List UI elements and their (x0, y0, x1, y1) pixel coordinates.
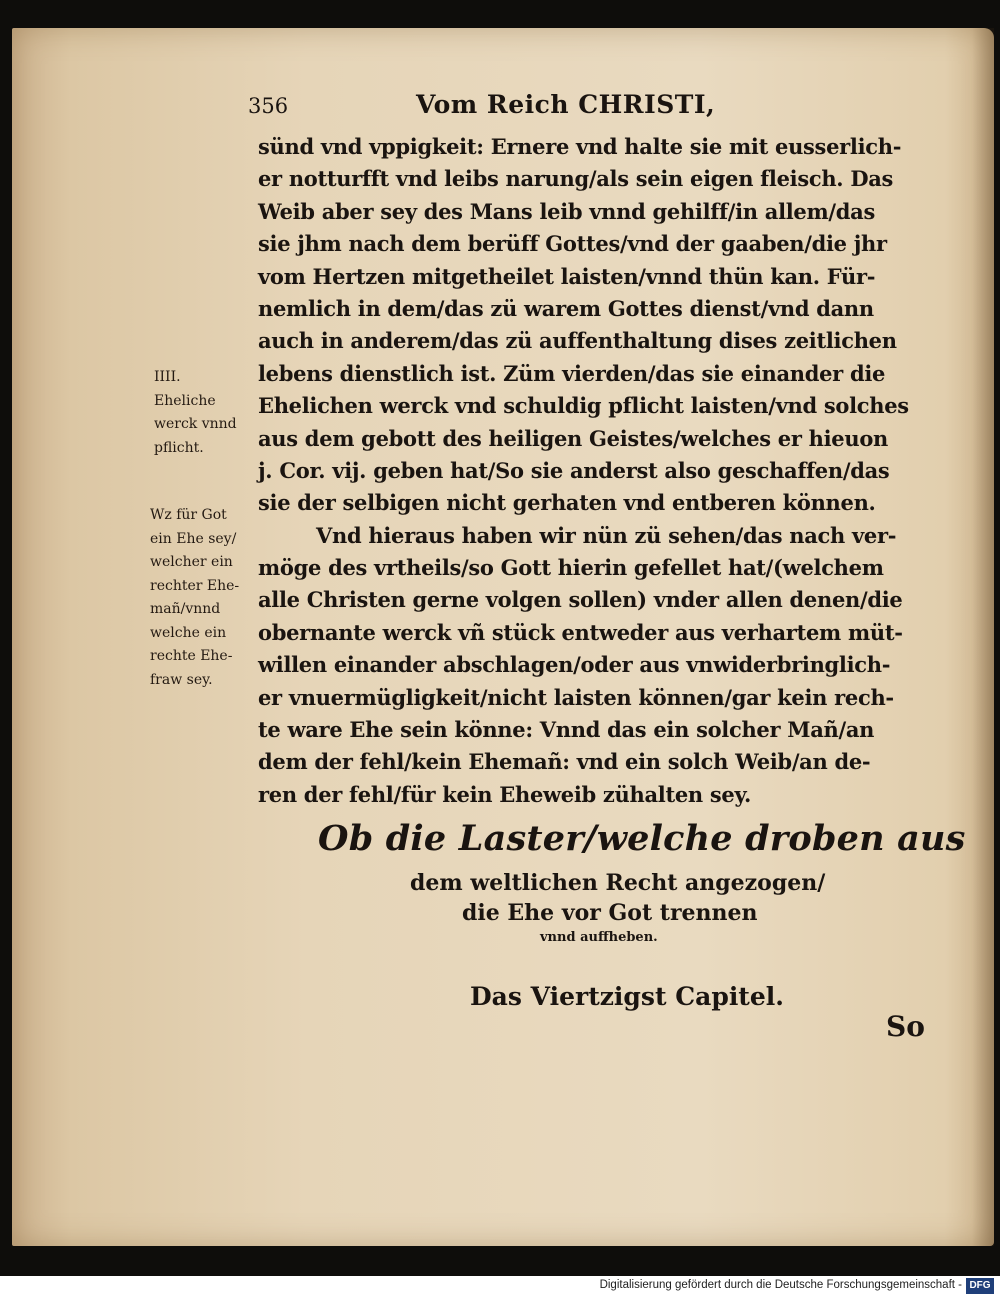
body-text (258, 131, 928, 811)
marginal-line: werck vnnd (154, 416, 237, 432)
body-line: er notturfft vnd leibs narung/als sein eigen fleisch. Das (258, 166, 894, 192)
body-line: er vnuermügligkeit/nicht laisten können/gar kein rech- (258, 684, 894, 710)
body-line: nemlich in dem/das zü warem Gottes dienst/vnd dann (258, 295, 874, 321)
body-line: te ware Ehe sein könne: Vnnd das ein solcher Mañ/an (258, 717, 875, 743)
body-line: Weib aber sey des Mans leib vnnd gehilff/in allem/das (258, 198, 875, 224)
running-head (248, 90, 768, 124)
marginal-line: rechte Ehe- (150, 648, 233, 664)
chapter-subheading: dem weltlichen Recht angezogen/ (410, 870, 826, 896)
running-title: Vom Reich CHRISTI, (416, 90, 716, 119)
body-line: Ehelichen werck vnd schuldig pflicht laisten/vnd solches (258, 393, 909, 419)
marginal-line: ein Ehe sey/ (150, 530, 237, 547)
marginal-line: Eheliche (154, 392, 216, 409)
marginal-line: welcher ein (150, 554, 233, 570)
footer (0, 1276, 1000, 1298)
marginal-note (150, 504, 239, 692)
chapter-label: Das Viertzigst Capitel. (470, 982, 784, 1011)
marginal-note (154, 366, 237, 460)
page-edge-shadow (972, 28, 994, 1246)
body-line: aus dem gebott des heiligen Geistes/welches er hieuon (258, 425, 888, 451)
body-line: ren der fehl/für kein Eheweib zühalten sey. (258, 781, 751, 807)
chapter-heading: Ob die Laster/welche droben aus (318, 818, 966, 859)
body-line: j. Cor. vij. geben hat/So sie anderst also geschaffen/das (258, 457, 890, 483)
body-line: sie der selbigen nicht gerhaten vnd entberen können. (258, 490, 876, 516)
body-line: alle Christen gerne volgen sollen) vnder allen denen/die (258, 587, 903, 613)
marginal-line: fraw sey. (150, 671, 213, 688)
marginal-line: IIII. (154, 369, 181, 385)
body-line: willen einander abschlagen/oder aus vnwiderbringlich- (258, 652, 891, 678)
body-line: obernante werck vñ stück entweder aus verhartem müt- (258, 619, 903, 645)
catchword: So (886, 1010, 925, 1043)
body-line: Vnd hieraus haben wir nün zü sehen/das nach ver- (316, 522, 897, 548)
marginal-line: mañ/vnnd (150, 601, 221, 617)
body-line: vom Hertzen mitgetheilet laisten/vnnd thün kan. Für- (258, 263, 876, 289)
body-line: dem der fehl/kein Ehemañ: vnd ein solch Weib/an de- (258, 749, 871, 775)
chapter-subheading: vnnd auffheben. (540, 930, 658, 945)
page-number: 356 (248, 94, 289, 118)
funding-credit: Digitalisierung gefördert durch die Deutsche Forschungsgemeinschaft - (599, 1279, 962, 1291)
marginal-line: rechter Ehe- (150, 577, 240, 594)
chapter-subheading: die Ehe vor Got trennen (462, 900, 758, 926)
marginal-line: welche ein (150, 624, 227, 641)
dfg-logo-icon: DFG (966, 1278, 994, 1294)
body-line: lebens dienstlich ist. Züm vierden/das sie einander die (258, 360, 886, 386)
marginal-line: pflicht. (154, 439, 204, 456)
marginal-line: Wz für Got (150, 507, 227, 523)
body-line: sie jhm nach dem berüff Gottes/vnd der gaaben/die jhr (258, 231, 887, 257)
body-line: sünd vnd vppigkeit: Ernere vnd halte sie mit eusserlich- (258, 134, 902, 159)
body-line: möge des vrtheils/so Gott hierin gefellet hat/(welchem (258, 555, 884, 581)
body-line: auch in anderem/das zü auffenthaltung dises zeitlichen (258, 328, 897, 354)
